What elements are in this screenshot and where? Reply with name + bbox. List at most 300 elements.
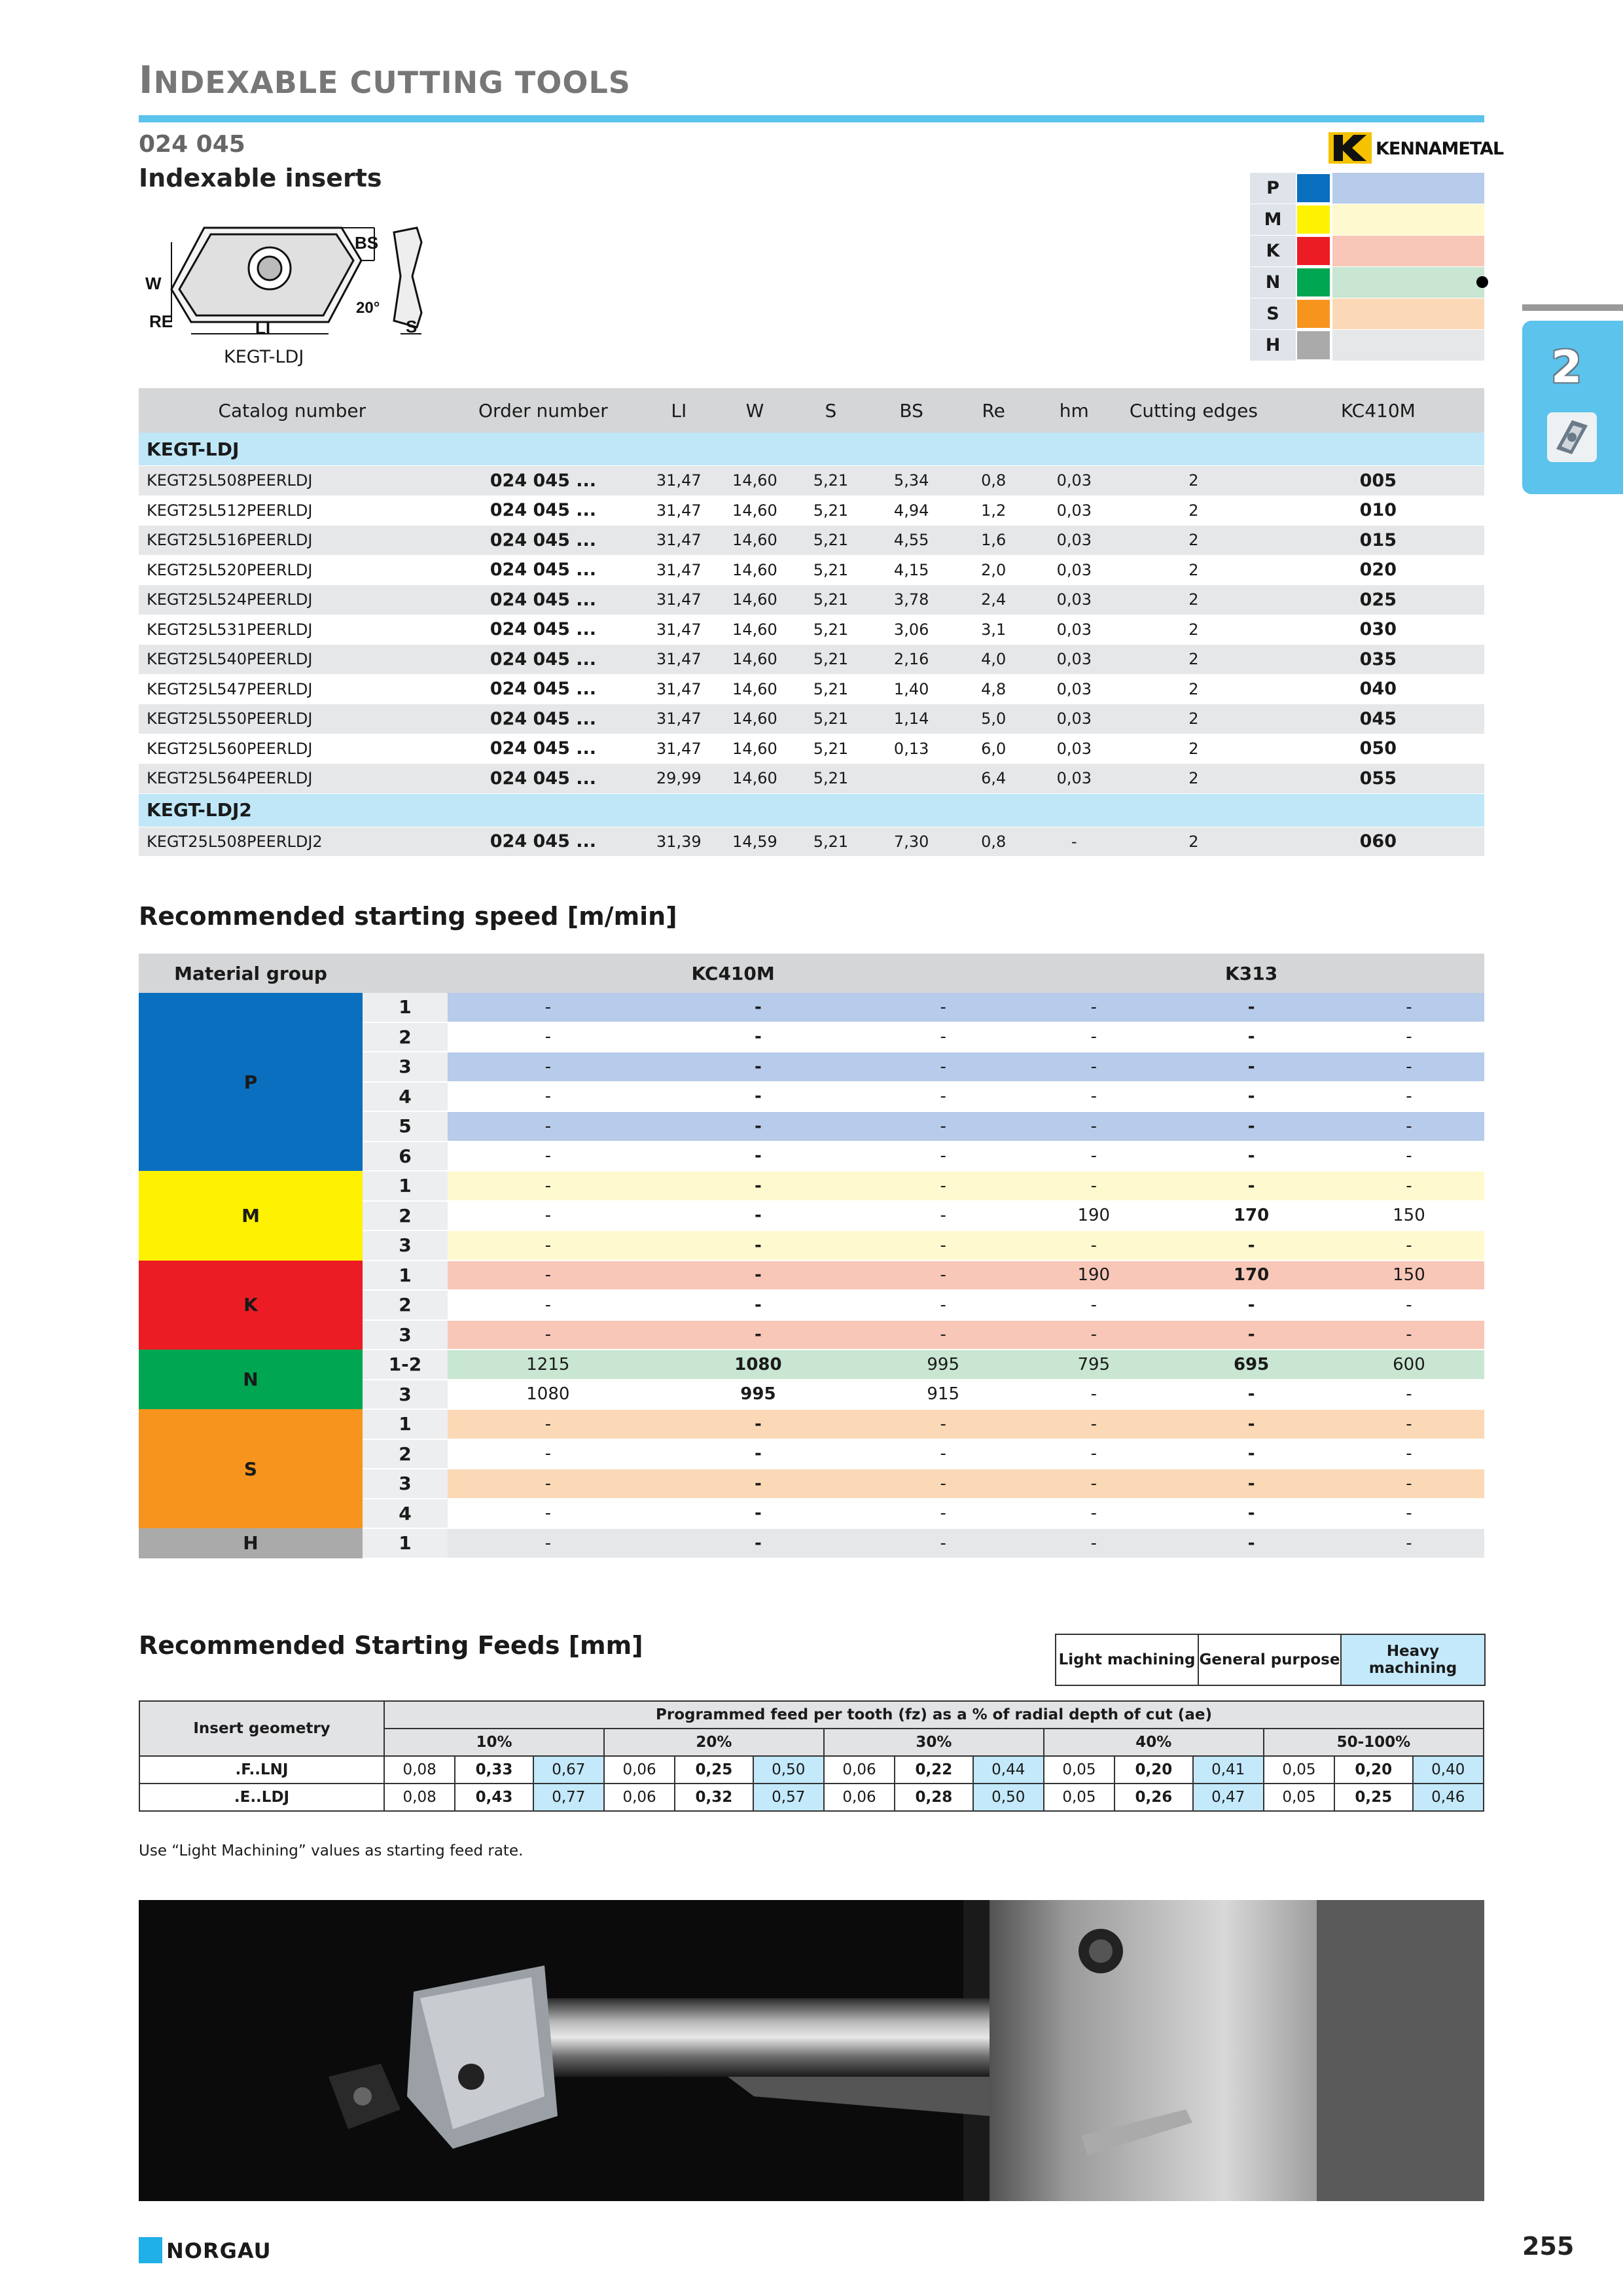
feeds-row <box>139 1784 1484 1811</box>
iso-swatch <box>1297 206 1330 234</box>
speed-value: - <box>1018 1171 1169 1201</box>
speed-value: 150 <box>1334 1261 1484 1291</box>
speed-value: - <box>868 1320 1018 1350</box>
catalog-cell: 024 045 ... <box>446 764 641 794</box>
catalog-row <box>139 764 1484 794</box>
catalog-row <box>139 645 1484 675</box>
speed-value: - <box>649 993 868 1022</box>
catalog-cell: KEGT25L547PEERLDJ <box>139 674 446 704</box>
speed-value: - <box>448 1320 649 1350</box>
catalog-cell: 024 045 ... <box>446 674 641 704</box>
speed-value: - <box>1169 1111 1334 1141</box>
catalog-group-name: KEGT-LDJ <box>139 433 1484 466</box>
material-number: 4 <box>363 1499 448 1529</box>
speed-value: - <box>868 1499 1018 1529</box>
speed-value: - <box>649 1439 868 1469</box>
speed-value: - <box>448 1499 649 1529</box>
catalog-cell: 2 <box>1115 495 1272 526</box>
speed-value: - <box>1334 1022 1484 1052</box>
section-title: INDEXABLE CUTTING TOOLS <box>139 58 631 102</box>
boring-bar-photo <box>139 1900 1484 2201</box>
product-name: Indexable inserts <box>139 164 382 192</box>
catalog-cell: 31,47 <box>641 645 717 675</box>
catalog-cell: 0,8 <box>954 466 1033 496</box>
catalog-col-header: Order number <box>446 388 641 433</box>
speed-row <box>139 1350 1484 1380</box>
iso-material-legend <box>1250 173 1484 361</box>
speed-value: - <box>649 1230 868 1261</box>
catalog-col-header: BS <box>868 388 954 433</box>
iso-letter: K <box>1250 236 1296 266</box>
speed-value: - <box>1169 1052 1334 1082</box>
catalog-col-header: hm <box>1033 388 1115 433</box>
catalog-cell: 5,34 <box>868 466 954 496</box>
catalog-row <box>139 704 1484 734</box>
speed-value: - <box>1169 1499 1334 1529</box>
speed-value: - <box>1018 1082 1169 1112</box>
speed-value: - <box>1169 1230 1334 1261</box>
speed-value: - <box>1334 1141 1484 1172</box>
catalog-row <box>139 615 1484 645</box>
catalog-cell: 14,60 <box>717 645 793 675</box>
speed-value: - <box>448 1230 649 1261</box>
feed-value: 0,05 <box>1044 1756 1115 1784</box>
catalog-col-header: Cutting edges <box>1115 388 1272 433</box>
speed-value: 695 <box>1169 1350 1334 1380</box>
speed-value: - <box>1169 1022 1334 1052</box>
speed-value: - <box>448 1261 649 1291</box>
legend-general-purpose: General purpose <box>1199 1635 1342 1685</box>
catalog-cell: 024 045 ... <box>446 827 641 857</box>
iso-letter: N <box>1250 267 1296 298</box>
catalog-cell: 5,21 <box>793 645 868 675</box>
feed-value: 0,06 <box>824 1784 895 1811</box>
product-code: 024 045 <box>139 131 245 158</box>
feed-value: 0,57 <box>753 1784 824 1811</box>
material-number: 3 <box>363 1469 448 1499</box>
catalog-cell: 0,13 <box>868 734 954 764</box>
catalog-group-row <box>139 793 1484 827</box>
catalog-cell: KEGT25L512PEERLDJ <box>139 495 446 526</box>
speed-value: - <box>1169 1082 1334 1112</box>
feed-value: 0,67 <box>533 1756 604 1784</box>
feed-value: 0,25 <box>1334 1784 1412 1811</box>
iso-suitability <box>1332 298 1484 329</box>
catalog-col-header: S <box>793 388 868 433</box>
speed-value: - <box>1018 1141 1169 1172</box>
speed-value: - <box>868 1141 1018 1172</box>
footer-brand: NORGAU <box>166 2238 272 2263</box>
feed-value: 0,20 <box>1115 1756 1192 1784</box>
material-number: 2 <box>363 1439 448 1469</box>
catalog-cell: 0,8 <box>954 827 1033 857</box>
iso-suitability <box>1332 173 1484 204</box>
iso-letter: P <box>1250 173 1296 204</box>
speed-value: - <box>649 1022 868 1052</box>
material-group-header: Material group <box>139 954 363 993</box>
catalog-cell: 4,94 <box>868 495 954 526</box>
catalog-cell: 1,6 <box>954 526 1033 556</box>
insert-geometry: .F..LNJ <box>139 1756 384 1784</box>
speed-value: - <box>1018 1528 1169 1558</box>
catalog-cell: 4,55 <box>868 526 954 556</box>
speed-value: - <box>1169 1528 1334 1558</box>
feeds-row <box>139 1756 1484 1784</box>
speed-value: - <box>1169 1171 1334 1201</box>
feed-value: 0,40 <box>1413 1756 1484 1784</box>
catalog-cell: 5,21 <box>793 704 868 734</box>
catalog-cell: 2 <box>1115 674 1272 704</box>
speed-value: - <box>649 1499 868 1529</box>
dim-li-label: LI <box>255 318 271 338</box>
feed-percent-header: 10% <box>384 1729 604 1756</box>
material-number: 3 <box>363 1380 448 1410</box>
catalog-row <box>139 526 1484 556</box>
speed-value: 795 <box>1018 1350 1169 1380</box>
speed-value: - <box>1018 1230 1169 1261</box>
catalog-cell: 2 <box>1115 645 1272 675</box>
catalog-cell: 2 <box>1115 526 1272 556</box>
speed-value: - <box>1334 1230 1484 1261</box>
feed-value: 0,28 <box>895 1784 972 1811</box>
feed-percent-header: 50-100% <box>1264 1729 1484 1756</box>
feed-value: 0,43 <box>455 1784 533 1811</box>
material-number: 1 <box>363 993 448 1022</box>
insert-geometry: .E..LDJ <box>139 1784 384 1811</box>
catalog-cell: 4,15 <box>868 555 954 585</box>
speed-value: - <box>448 1082 649 1112</box>
material-number: 3 <box>363 1052 448 1082</box>
speed-value: 1080 <box>448 1380 649 1410</box>
header-rule <box>139 115 1484 122</box>
catalog-group-row <box>139 433 1484 466</box>
catalog-row <box>139 674 1484 704</box>
brand-name: KENNAMETAL <box>1376 139 1504 159</box>
speed-value: - <box>649 1111 868 1141</box>
feed-value: 0,77 <box>533 1784 604 1811</box>
iso-row-s <box>1250 298 1484 330</box>
speed-value: - <box>1334 1380 1484 1410</box>
material-number: 1-2 <box>363 1350 448 1380</box>
speed-value: 915 <box>868 1380 1018 1410</box>
speed-value: - <box>868 1469 1018 1499</box>
speed-value: - <box>868 1409 1018 1439</box>
speed-value: - <box>1169 1439 1334 1469</box>
catalog-cell: 050 <box>1272 734 1484 764</box>
speed-value: - <box>1334 1409 1484 1439</box>
catalog-cell: 5,21 <box>793 764 868 794</box>
speed-value: 1080 <box>649 1350 868 1380</box>
catalog-cell: 0,03 <box>1033 674 1115 704</box>
speed-value: - <box>1334 1082 1484 1112</box>
catalog-cell: 015 <box>1272 526 1484 556</box>
iso-suitability <box>1332 330 1484 361</box>
catalog-table <box>139 388 1484 857</box>
catalog-cell: 024 045 ... <box>446 615 641 645</box>
speed-value: - <box>448 1469 649 1499</box>
speed-value: - <box>1169 1380 1334 1410</box>
speed-value: - <box>1018 1022 1169 1052</box>
speed-value: - <box>1018 1469 1169 1499</box>
catalog-cell: 055 <box>1272 764 1484 794</box>
speed-value: - <box>448 1141 649 1172</box>
feed-value: 0,32 <box>675 1784 753 1811</box>
material-number: 1 <box>363 1261 448 1291</box>
speed-value: - <box>1334 1469 1484 1499</box>
catalog-cell: 0,03 <box>1033 704 1115 734</box>
dim-bs-label: BS <box>355 233 379 253</box>
feed-note: Use “Light Machining” values as starting feed rate. <box>139 1842 524 1859</box>
speed-value: 995 <box>868 1350 1018 1380</box>
material-number: 2 <box>363 1290 448 1320</box>
speed-value: - <box>1018 993 1169 1022</box>
page-number: 255 <box>1522 2232 1575 2261</box>
norgau-logo-square <box>139 2237 162 2263</box>
speed-value: - <box>868 1201 1018 1231</box>
catalog-cell: 6,0 <box>954 734 1033 764</box>
speed-value: - <box>1334 993 1484 1022</box>
iso-swatch <box>1297 300 1330 328</box>
speed-value: - <box>649 1141 868 1172</box>
speed-value: - <box>1169 993 1334 1022</box>
catalog-cell: KEGT25L508PEERLDJ <box>139 466 446 496</box>
speed-value: 995 <box>649 1380 868 1410</box>
speed-value: - <box>448 1201 649 1231</box>
speed-value: - <box>649 1082 868 1112</box>
catalog-cell: 5,21 <box>793 555 868 585</box>
feed-value: 0,46 <box>1413 1784 1484 1811</box>
insert-icon <box>1547 412 1597 462</box>
legend-heavy-machining: Heavy machining <box>1342 1635 1484 1685</box>
speed-value: 190 <box>1018 1201 1169 1231</box>
speed-value: - <box>448 1409 649 1439</box>
side-tab-bar <box>1522 304 1623 311</box>
iso-letter: M <box>1250 204 1296 235</box>
material-number: 6 <box>363 1141 448 1172</box>
speed-value: - <box>868 1528 1018 1558</box>
speed-value: - <box>649 1052 868 1082</box>
catalog-col-header: KC410M <box>1272 388 1484 433</box>
catalog-cell: 31,47 <box>641 526 717 556</box>
dim-re-label: RE <box>149 312 173 331</box>
catalog-row <box>139 585 1484 615</box>
speed-row <box>139 1261 1484 1291</box>
material-number-header <box>363 954 448 993</box>
kennametal-k-mark <box>1329 132 1372 164</box>
chapter-number: 2 <box>1551 342 1582 393</box>
insert-drawing <box>139 216 453 340</box>
speed-value: - <box>1018 1111 1169 1141</box>
catalog-cell: 14,60 <box>717 764 793 794</box>
feed-legend <box>1055 1634 1486 1686</box>
speed-value: - <box>1334 1171 1484 1201</box>
feeds-heading: Recommended Starting Feeds [mm] <box>139 1631 643 1660</box>
catalog-cell: KEGT25L531PEERLDJ <box>139 615 446 645</box>
speed-value: - <box>448 1439 649 1469</box>
catalog-cell: 2 <box>1115 585 1272 615</box>
catalog-cell: 31,47 <box>641 495 717 526</box>
speed-value: - <box>448 1528 649 1558</box>
catalog-cell: 024 045 ... <box>446 645 641 675</box>
material-group-m: M <box>139 1171 363 1261</box>
catalog-cell: 060 <box>1272 827 1484 857</box>
speed-value: - <box>868 1230 1018 1261</box>
material-number: 3 <box>363 1230 448 1261</box>
speed-value: - <box>1334 1320 1484 1350</box>
material-number: 5 <box>363 1111 448 1141</box>
speed-value: - <box>868 1171 1018 1201</box>
speed-value: - <box>1334 1528 1484 1558</box>
catalog-cell: 5,21 <box>793 827 868 857</box>
material-number: 1 <box>363 1171 448 1201</box>
feed-value: 0,06 <box>604 1784 675 1811</box>
speed-value: - <box>1018 1052 1169 1082</box>
catalog-cell: 0,03 <box>1033 734 1115 764</box>
speed-value: - <box>448 993 649 1022</box>
speed-value: - <box>649 1171 868 1201</box>
speed-value: 1215 <box>448 1350 649 1380</box>
catalog-cell: 2 <box>1115 764 1272 794</box>
speed-heading: Recommended starting speed [m/min] <box>139 902 677 931</box>
drawing-caption: KEGT-LDJ <box>224 347 304 367</box>
material-group-p: P <box>139 993 363 1171</box>
speed-value: - <box>649 1290 868 1320</box>
catalog-cell: KEGT25L560PEERLDJ <box>139 734 446 764</box>
iso-letter: H <box>1250 330 1296 361</box>
speed-value: - <box>868 1439 1018 1469</box>
speed-value: - <box>1018 1409 1169 1439</box>
speed-value: - <box>649 1528 868 1558</box>
material-group-n: N <box>139 1350 363 1409</box>
speed-row <box>139 993 1484 1022</box>
speed-value: - <box>1169 1141 1334 1172</box>
catalog-cell: 0,03 <box>1033 615 1115 645</box>
iso-row-p <box>1250 173 1484 204</box>
catalog-cell: 31,47 <box>641 704 717 734</box>
iso-row-n <box>1250 267 1484 298</box>
catalog-cell: 14,60 <box>717 466 793 496</box>
catalog-cell: 0,03 <box>1033 495 1115 526</box>
catalog-cell: 14,60 <box>717 495 793 526</box>
feed-percent-header: 20% <box>604 1729 824 1756</box>
feed-value: 0,08 <box>384 1756 455 1784</box>
iso-row-k <box>1250 236 1484 267</box>
catalog-cell: 024 045 ... <box>446 526 641 556</box>
catalog-cell: 010 <box>1272 495 1484 526</box>
catalog-cell: 5,21 <box>793 734 868 764</box>
catalog-cell: 0,03 <box>1033 585 1115 615</box>
speed-value: - <box>868 993 1018 1022</box>
catalog-cell: 14,60 <box>717 615 793 645</box>
feed-percent-header: 40% <box>1044 1729 1264 1756</box>
catalog-cell: 024 045 ... <box>446 466 641 496</box>
speed-value: - <box>868 1111 1018 1141</box>
catalog-row <box>139 466 1484 496</box>
catalog-cell: 2,0 <box>954 555 1033 585</box>
catalog-cell: 14,60 <box>717 555 793 585</box>
feed-value: 0,06 <box>824 1756 895 1784</box>
speed-value: - <box>1334 1111 1484 1141</box>
catalog-cell: KEGT25L520PEERLDJ <box>139 555 446 585</box>
catalog-cell: 030 <box>1272 615 1484 645</box>
speed-header-row <box>139 954 1484 993</box>
dim-angle-label: 20° <box>356 299 380 317</box>
legend-light-machining: Light machining <box>1056 1635 1199 1685</box>
catalog-cell: 2,16 <box>868 645 954 675</box>
chapter-tab[interactable] <box>1522 321 1623 494</box>
feed-percent-header: 30% <box>824 1729 1044 1756</box>
speed-value: - <box>868 1082 1018 1112</box>
catalog-cell: KEGT25L516PEERLDJ <box>139 526 446 556</box>
catalog-cell: 024 045 ... <box>446 495 641 526</box>
catalog-cell: 0,03 <box>1033 764 1115 794</box>
catalog-cell: KEGT25L540PEERLDJ <box>139 645 446 675</box>
speed-value: - <box>1018 1380 1169 1410</box>
feed-value: 0,50 <box>753 1756 824 1784</box>
catalog-group-name: KEGT-LDJ2 <box>139 793 1484 827</box>
speed-value: - <box>1018 1290 1169 1320</box>
catalog-cell: 31,47 <box>641 585 717 615</box>
catalog-cell: 035 <box>1272 645 1484 675</box>
speed-value: - <box>649 1320 868 1350</box>
catalog-col-header: Catalog number <box>139 388 446 433</box>
material-group-h: H <box>139 1528 363 1558</box>
feed-value: 0,41 <box>1193 1756 1264 1784</box>
speed-value: - <box>1169 1320 1334 1350</box>
kennametal-logo <box>1329 132 1504 165</box>
speed-value: - <box>448 1171 649 1201</box>
iso-swatch <box>1297 237 1330 265</box>
iso-swatch <box>1297 174 1330 202</box>
iso-suitability <box>1332 267 1484 298</box>
feed-value: 0,08 <box>384 1784 455 1811</box>
material-number: 2 <box>363 1201 448 1231</box>
feed-value: 0,20 <box>1334 1756 1412 1784</box>
grade-k313-header: K313 <box>1018 954 1484 993</box>
speed-value: - <box>649 1469 868 1499</box>
catalog-cell: 31,47 <box>641 615 717 645</box>
catalog-cell: 1,2 <box>954 495 1033 526</box>
catalog-cell: - <box>1033 827 1115 857</box>
feed-value: 0,25 <box>675 1756 753 1784</box>
speed-value: - <box>1018 1439 1169 1469</box>
catalog-cell: 4,0 <box>954 645 1033 675</box>
catalog-cell: 14,60 <box>717 734 793 764</box>
speed-value: 170 <box>1169 1261 1334 1291</box>
speed-value: - <box>1334 1052 1484 1082</box>
catalog-cell: 1,40 <box>868 674 954 704</box>
catalog-row <box>139 827 1484 857</box>
catalog-cell: 31,47 <box>641 555 717 585</box>
speed-value: - <box>868 1290 1018 1320</box>
feed-value: 0,05 <box>1044 1784 1115 1811</box>
catalog-header-row <box>139 388 1484 433</box>
catalog-cell: 3,78 <box>868 585 954 615</box>
feed-value: 0,22 <box>895 1756 972 1784</box>
catalog-cell: 14,60 <box>717 704 793 734</box>
catalog-cell: 2 <box>1115 827 1272 857</box>
speed-value: 600 <box>1334 1350 1484 1380</box>
iso-swatch <box>1297 331 1330 359</box>
catalog-cell: 14,60 <box>717 674 793 704</box>
iso-letter: S <box>1250 298 1296 329</box>
catalog-cell: 2 <box>1115 734 1272 764</box>
feed-value: 0,33 <box>455 1756 533 1784</box>
insert-geometry-header: Insert geometry <box>139 1701 384 1756</box>
material-number: 1 <box>363 1409 448 1439</box>
catalog-cell: 0,03 <box>1033 526 1115 556</box>
catalog-cell: 045 <box>1272 704 1484 734</box>
